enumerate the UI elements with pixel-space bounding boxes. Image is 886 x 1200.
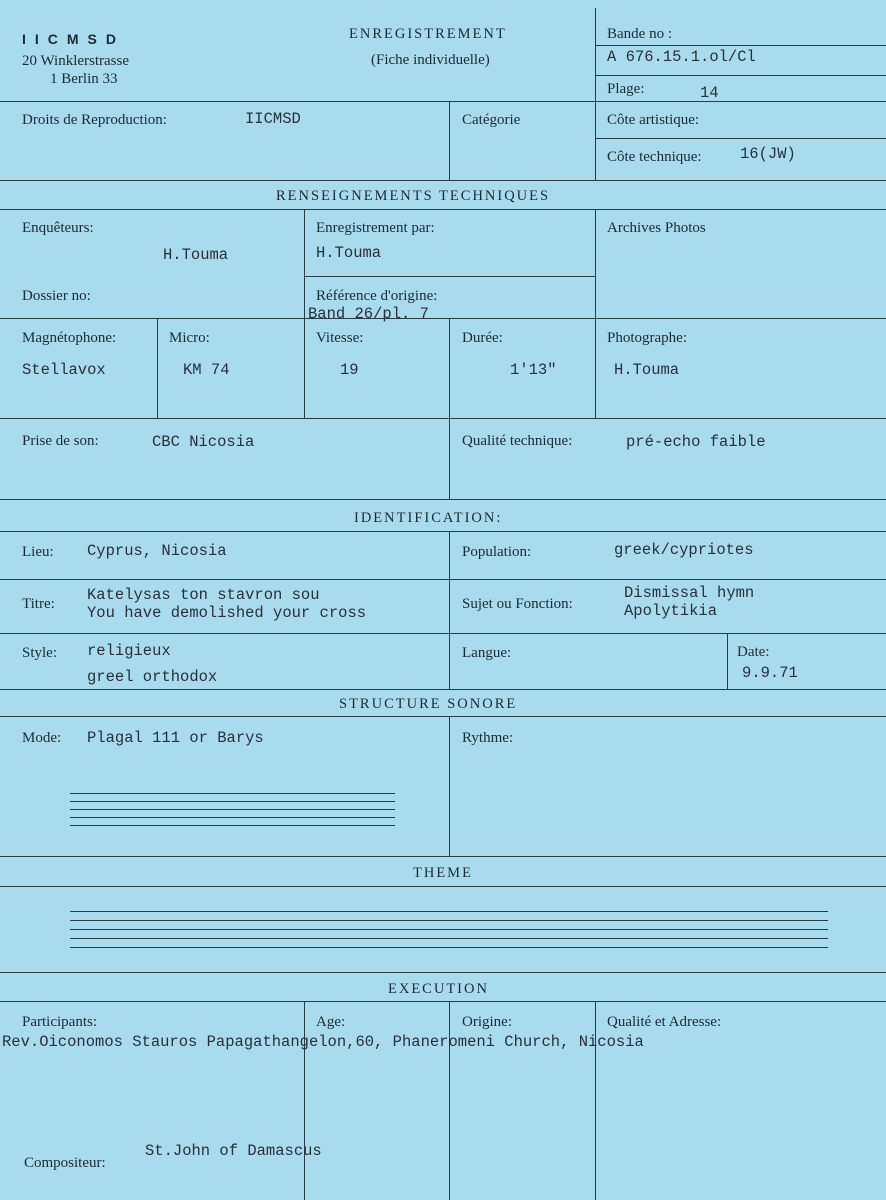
sujet-value-line-1: Dismissal hymn bbox=[624, 584, 755, 602]
staff-line bbox=[70, 801, 395, 802]
enqueteurs-value: H.Touma bbox=[163, 246, 229, 264]
enregistrement-par-label: Enregistrement par: bbox=[316, 220, 435, 236]
categorie-label: Catégorie bbox=[462, 112, 521, 128]
plage-label: Plage: bbox=[607, 81, 645, 97]
rule bbox=[305, 276, 595, 277]
qualite-adresse-label: Qualité et Adresse: bbox=[607, 1014, 722, 1030]
age-label: Age: bbox=[316, 1014, 346, 1030]
rule bbox=[449, 101, 450, 181]
rule bbox=[0, 101, 886, 102]
rule bbox=[595, 8, 596, 181]
style-value-line-1: religieux bbox=[87, 642, 171, 660]
rule bbox=[0, 531, 886, 532]
staff-line bbox=[70, 911, 828, 912]
rule bbox=[0, 180, 886, 181]
rule bbox=[449, 716, 450, 857]
rule bbox=[596, 45, 886, 46]
langue-label: Langue: bbox=[462, 645, 512, 661]
rythme-label: Rythme: bbox=[462, 730, 514, 746]
staff-line bbox=[70, 947, 828, 948]
staff-line bbox=[70, 920, 828, 921]
rule bbox=[0, 972, 886, 973]
rule bbox=[727, 633, 728, 689]
rule bbox=[0, 418, 886, 419]
bande-value: A 676.15.1.ol/Cl bbox=[607, 48, 756, 66]
section-title-execution: EXECUTION bbox=[388, 981, 489, 997]
rule bbox=[449, 318, 450, 499]
participants-value: Rev.Oiconomos Stauros Papagathangelon,60, Phaneromeni Church, Nicosia bbox=[2, 1033, 644, 1051]
plage-value: 14 bbox=[700, 84, 719, 102]
staff-line bbox=[70, 809, 395, 810]
droits-label: Droits de Reproduction: bbox=[22, 112, 167, 128]
origine-label: Origine: bbox=[462, 1014, 512, 1030]
staff-line bbox=[70, 938, 828, 939]
cote-technique-value: 16(JW) bbox=[740, 145, 796, 163]
sujet-value-line-2: Apolytikia bbox=[624, 602, 718, 620]
rule bbox=[0, 886, 886, 887]
address-line-1: 20 Winklerstrasse bbox=[22, 53, 130, 69]
rule bbox=[0, 633, 886, 634]
staff-line bbox=[70, 817, 395, 818]
section-title-technical: RENSEIGNEMENTS TECHNIQUES bbox=[276, 188, 551, 204]
rule bbox=[0, 716, 886, 717]
magnetophone-value: Stellavox bbox=[22, 361, 106, 379]
style-label: Style: bbox=[22, 645, 58, 661]
cote-technique-label: Côte technique: bbox=[607, 149, 702, 165]
micro-value: KM 74 bbox=[183, 361, 230, 379]
duree-label: Durée: bbox=[462, 330, 503, 346]
enregistrement-par-value: H.Touma bbox=[316, 244, 382, 262]
rule bbox=[449, 1001, 450, 1200]
rule bbox=[304, 209, 305, 419]
rule bbox=[0, 689, 886, 690]
section-title-identification: IDENTIFICATION: bbox=[354, 510, 503, 526]
style-value-line-2: greel orthodox bbox=[87, 668, 218, 686]
magnetophone-label: Magnétophone: bbox=[22, 330, 117, 346]
rule bbox=[0, 856, 886, 857]
rule bbox=[0, 1001, 886, 1002]
cote-artistique-label: Côte artistique: bbox=[607, 112, 700, 128]
vitesse-value: 19 bbox=[340, 361, 359, 379]
duree-value: 1'13" bbox=[510, 361, 557, 379]
org-logo: IICMSD bbox=[22, 31, 125, 47]
micro-label: Micro: bbox=[169, 330, 210, 346]
rule bbox=[304, 1001, 305, 1200]
compositeur-label: Compositeur: bbox=[24, 1155, 106, 1171]
staff-line bbox=[70, 825, 395, 826]
rule bbox=[596, 138, 886, 139]
section-title-structure: STRUCTURE SONORE bbox=[339, 696, 518, 712]
lieu-label: Lieu: bbox=[22, 544, 54, 560]
bande-label: Bande no : bbox=[607, 26, 672, 42]
prise-de-son-value: CBC Nicosia bbox=[152, 433, 255, 451]
sujet-label: Sujet ou Fonction: bbox=[462, 596, 573, 612]
reference-label: Référence d'origine: bbox=[316, 288, 438, 304]
rule bbox=[595, 1001, 596, 1200]
archives-photos-label: Archives Photos bbox=[607, 220, 706, 236]
rule bbox=[449, 531, 450, 689]
mode-label: Mode: bbox=[22, 730, 62, 746]
rule bbox=[0, 209, 886, 210]
vitesse-label: Vitesse: bbox=[316, 330, 364, 346]
form-title: ENREGISTREMENT bbox=[349, 26, 507, 42]
titre-value-line-2: You have demolished your cross bbox=[87, 604, 367, 622]
rule bbox=[595, 209, 596, 419]
droits-value: IICMSD bbox=[245, 110, 301, 128]
lieu-value: Cyprus, Nicosia bbox=[87, 542, 227, 560]
rule bbox=[0, 579, 886, 580]
photographe-label: Photographe: bbox=[607, 330, 687, 346]
photographe-value: H.Touma bbox=[614, 361, 680, 379]
qualite-technique-value: pré-echo faible bbox=[626, 433, 766, 451]
mode-value: Plagal 111 or Barys bbox=[87, 729, 264, 747]
date-label: Date: bbox=[737, 644, 770, 660]
form-subtitle: (Fiche individuelle) bbox=[371, 52, 490, 68]
staff-line bbox=[70, 793, 395, 794]
staff-line bbox=[70, 929, 828, 930]
section-title-theme: THEME bbox=[413, 865, 473, 881]
rule bbox=[0, 318, 886, 319]
titre-label: Titre: bbox=[22, 596, 55, 612]
qualite-technique-label: Qualité technique: bbox=[462, 433, 573, 449]
compositeur-value: St.John of Damascus bbox=[145, 1142, 322, 1160]
participants-label: Participants: bbox=[22, 1014, 97, 1030]
date-value: 9.9.71 bbox=[742, 664, 798, 682]
population-value: greek/cypriotes bbox=[614, 541, 754, 559]
rule bbox=[0, 499, 886, 500]
titre-value-line-1: Katelysas ton stavron sou bbox=[87, 586, 320, 604]
enqueteurs-label: Enquêteurs: bbox=[22, 220, 94, 236]
population-label: Population: bbox=[462, 544, 532, 560]
dossier-label: Dossier no: bbox=[22, 288, 91, 304]
address-line-2: 1 Berlin 33 bbox=[50, 71, 118, 87]
rule bbox=[596, 75, 886, 76]
reference-value: Band 26/pl. 7 bbox=[308, 305, 429, 323]
prise-de-son-label: Prise de son: bbox=[22, 433, 99, 449]
rule bbox=[157, 318, 158, 419]
